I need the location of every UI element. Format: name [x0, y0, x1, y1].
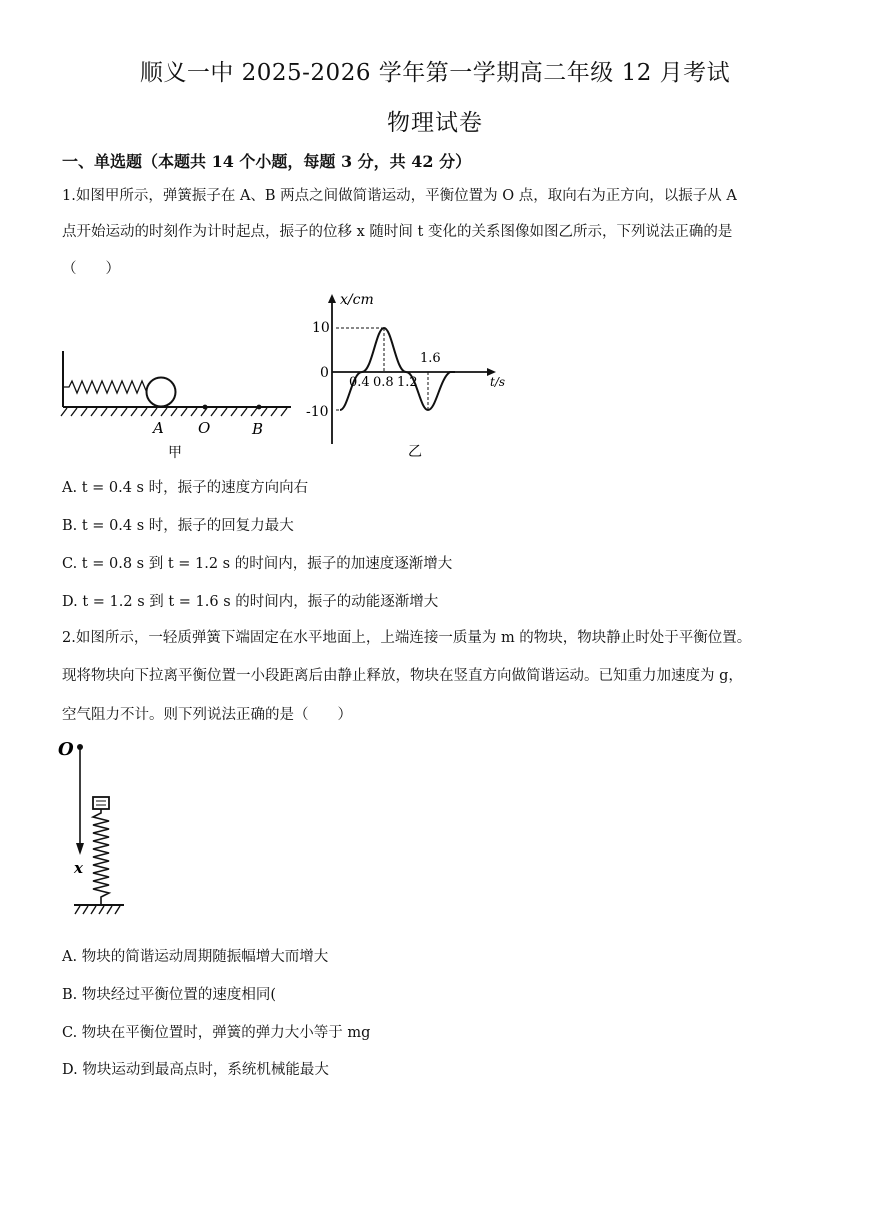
q1-option-B: B. t = 0.4 s 时，振子的回复力最大 [62, 518, 294, 534]
label-x-q2: x [74, 859, 83, 877]
label-O: O [198, 419, 211, 437]
q2-option-D: D. 物块运动到最高点时，系统机械能最大 [62, 1062, 329, 1078]
q2-option-B: B. 物块经过平衡位置的速度相同( [62, 987, 277, 1003]
tick-label-1.6: 1.6 [420, 351, 441, 366]
y-axis-label: x/cm [340, 292, 374, 308]
figure-caption-yi: 乙 [408, 444, 422, 460]
tick-label-0.4: 0.4 [349, 375, 370, 390]
q1-stem-line-2: 点开始运动的时刻作为计时起点，振子的位移 x 随时间 t 变化的关系图像如图乙所示，下列说法正确的是 [62, 224, 733, 240]
figure-caption-jia: 甲 [168, 445, 182, 461]
label-B: B [252, 420, 264, 438]
q2-figure-vertical-spring [56, 735, 136, 920]
label-A: A [153, 419, 164, 437]
tick-label-neg10: -10 [306, 404, 329, 420]
section-heading: 一、单选题（本题共 14 个小题，每题 3 分，共 42 分） [62, 152, 472, 171]
q1-figure-spring-oscillator [55, 345, 300, 465]
tick-label-10: 10 [312, 320, 330, 336]
q2-option-C: C. 物块在平衡位置时，弹簧的弹力大小等于 mg [62, 1025, 371, 1041]
tick-label-0.8: 0.8 [373, 375, 394, 390]
q1-stem-line-1: 1.如图甲所示，弹簧振子在 A、B 两点之间做简谐运动，平衡位置为 O 点，取向右为正方向，以振子从 A [62, 188, 737, 204]
q2-option-A: A. 物块的简谐运动周期随振幅增大而增大 [62, 949, 329, 965]
tick-label-1.2: 1.2 [397, 375, 418, 390]
q1-option-D: D. t = 1.2 s 到 t = 1.6 s 的时间内，振子的动能逐渐增大 [62, 594, 439, 610]
q2-stem-line-2: 现将物块向下拉离平衡位置一小段距离后由静止释放，物块在竖直方向做简谐运动。已知重力加速度为 g， [62, 668, 743, 684]
oscillator-ball [147, 378, 176, 407]
exam-title: 顺义一中 2025-2026 学年第一学期高二年级 12 月考试 [139, 60, 731, 86]
tick-label-0: 0 [320, 365, 329, 381]
exam-subtitle: 物理试卷 [387, 110, 483, 136]
q1-option-A: A. t = 0.4 s 时，振子的速度方向向右 [62, 480, 309, 496]
spring-block [93, 797, 109, 809]
q1-option-C: C. t = 0.8 s 到 t = 1.2 s 的时间内，振子的加速度逐渐增大 [62, 556, 453, 572]
q2-stem-line-3: 空气阻力不计。则下列说法正确的是（ ） [62, 707, 352, 723]
displacement-curve [340, 328, 455, 410]
q1-figure-xt-graph [300, 288, 520, 463]
q1-stem-line-3: （ ） [62, 261, 120, 277]
x-axis-label: t/s [490, 375, 506, 389]
label-O-q2: O [58, 739, 74, 760]
q2-stem-line-1: 2.如图所示，一轻质弹簧下端固定在水平地面上，上端连接一质量为 m 的物块，物块静止时处于平衡位置。 [62, 630, 752, 646]
